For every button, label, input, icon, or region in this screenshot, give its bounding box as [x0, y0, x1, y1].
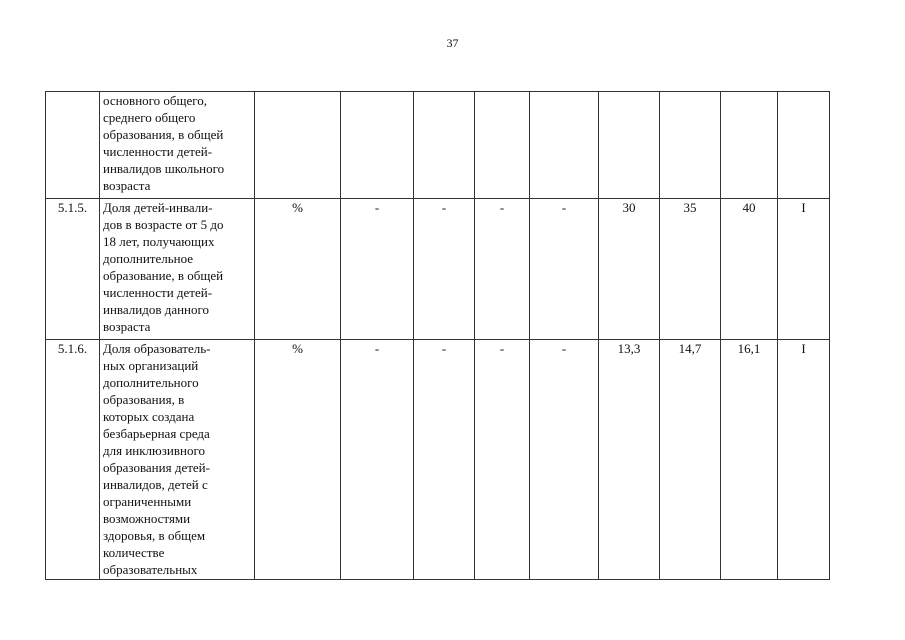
indicator-name-text: Доля образователь- ных организаций дополнительного образования, в которых создана безбарьерная среда для инклюзивного образования детей- инвалидов, детей с ограниченными возможностями здоровья, в общем количестве образовательных — [103, 341, 211, 577]
indicator-name-cell — [100, 92, 255, 199]
value-cell-6: 35 — [660, 199, 721, 340]
indicators-table — [45, 91, 830, 580]
table-row — [46, 340, 830, 580]
row-number-cell: 5.1.5. — [46, 199, 100, 340]
unit-cell: % — [255, 340, 341, 580]
value-cell-5: 13,3 — [599, 340, 660, 580]
unit-cell — [255, 92, 341, 199]
value-cell-1: - — [341, 199, 414, 340]
indicator-name-text: основного общего, среднего общего образования, в общей численности детей- инвалидов школьного возраста — [103, 93, 225, 193]
value-cell-4 — [530, 92, 599, 199]
indicator-name-text: Доля детей-инвали- дов в возрасте от 5 до 18 лет, получающих дополнительное образование, в общей численности детей- инвалидов данного возраста — [103, 200, 224, 334]
table-row — [46, 92, 830, 199]
value-cell-6 — [660, 92, 721, 199]
value-cell-7: 16,1 — [721, 340, 778, 580]
value-cell-2: - — [414, 340, 475, 580]
value-cell-3: - — [475, 340, 530, 580]
responsible-cell: I — [778, 340, 830, 580]
value-cell-1: - — [341, 340, 414, 580]
responsible-cell: I — [778, 199, 830, 340]
page-number: 37 — [446, 36, 459, 50]
value-cell-3 — [475, 92, 530, 199]
responsible-cell — [778, 92, 830, 199]
unit-cell: % — [255, 199, 341, 340]
indicator-name-cell — [100, 199, 255, 340]
row-number-cell — [46, 92, 100, 199]
table-row — [46, 199, 830, 340]
value-cell-5 — [599, 92, 660, 199]
value-cell-4: - — [530, 340, 599, 580]
value-cell-7 — [721, 92, 778, 199]
indicator-name-cell — [100, 340, 255, 580]
value-cell-3: - — [475, 199, 530, 340]
value-cell-4: - — [530, 199, 599, 340]
value-cell-7: 40 — [721, 199, 778, 340]
value-cell-6: 14,7 — [660, 340, 721, 580]
value-cell-2 — [414, 92, 475, 199]
value-cell-1 — [341, 92, 414, 199]
value-cell-5: 30 — [599, 199, 660, 340]
value-cell-2: - — [414, 199, 475, 340]
row-number-cell: 5.1.6. — [46, 340, 100, 580]
